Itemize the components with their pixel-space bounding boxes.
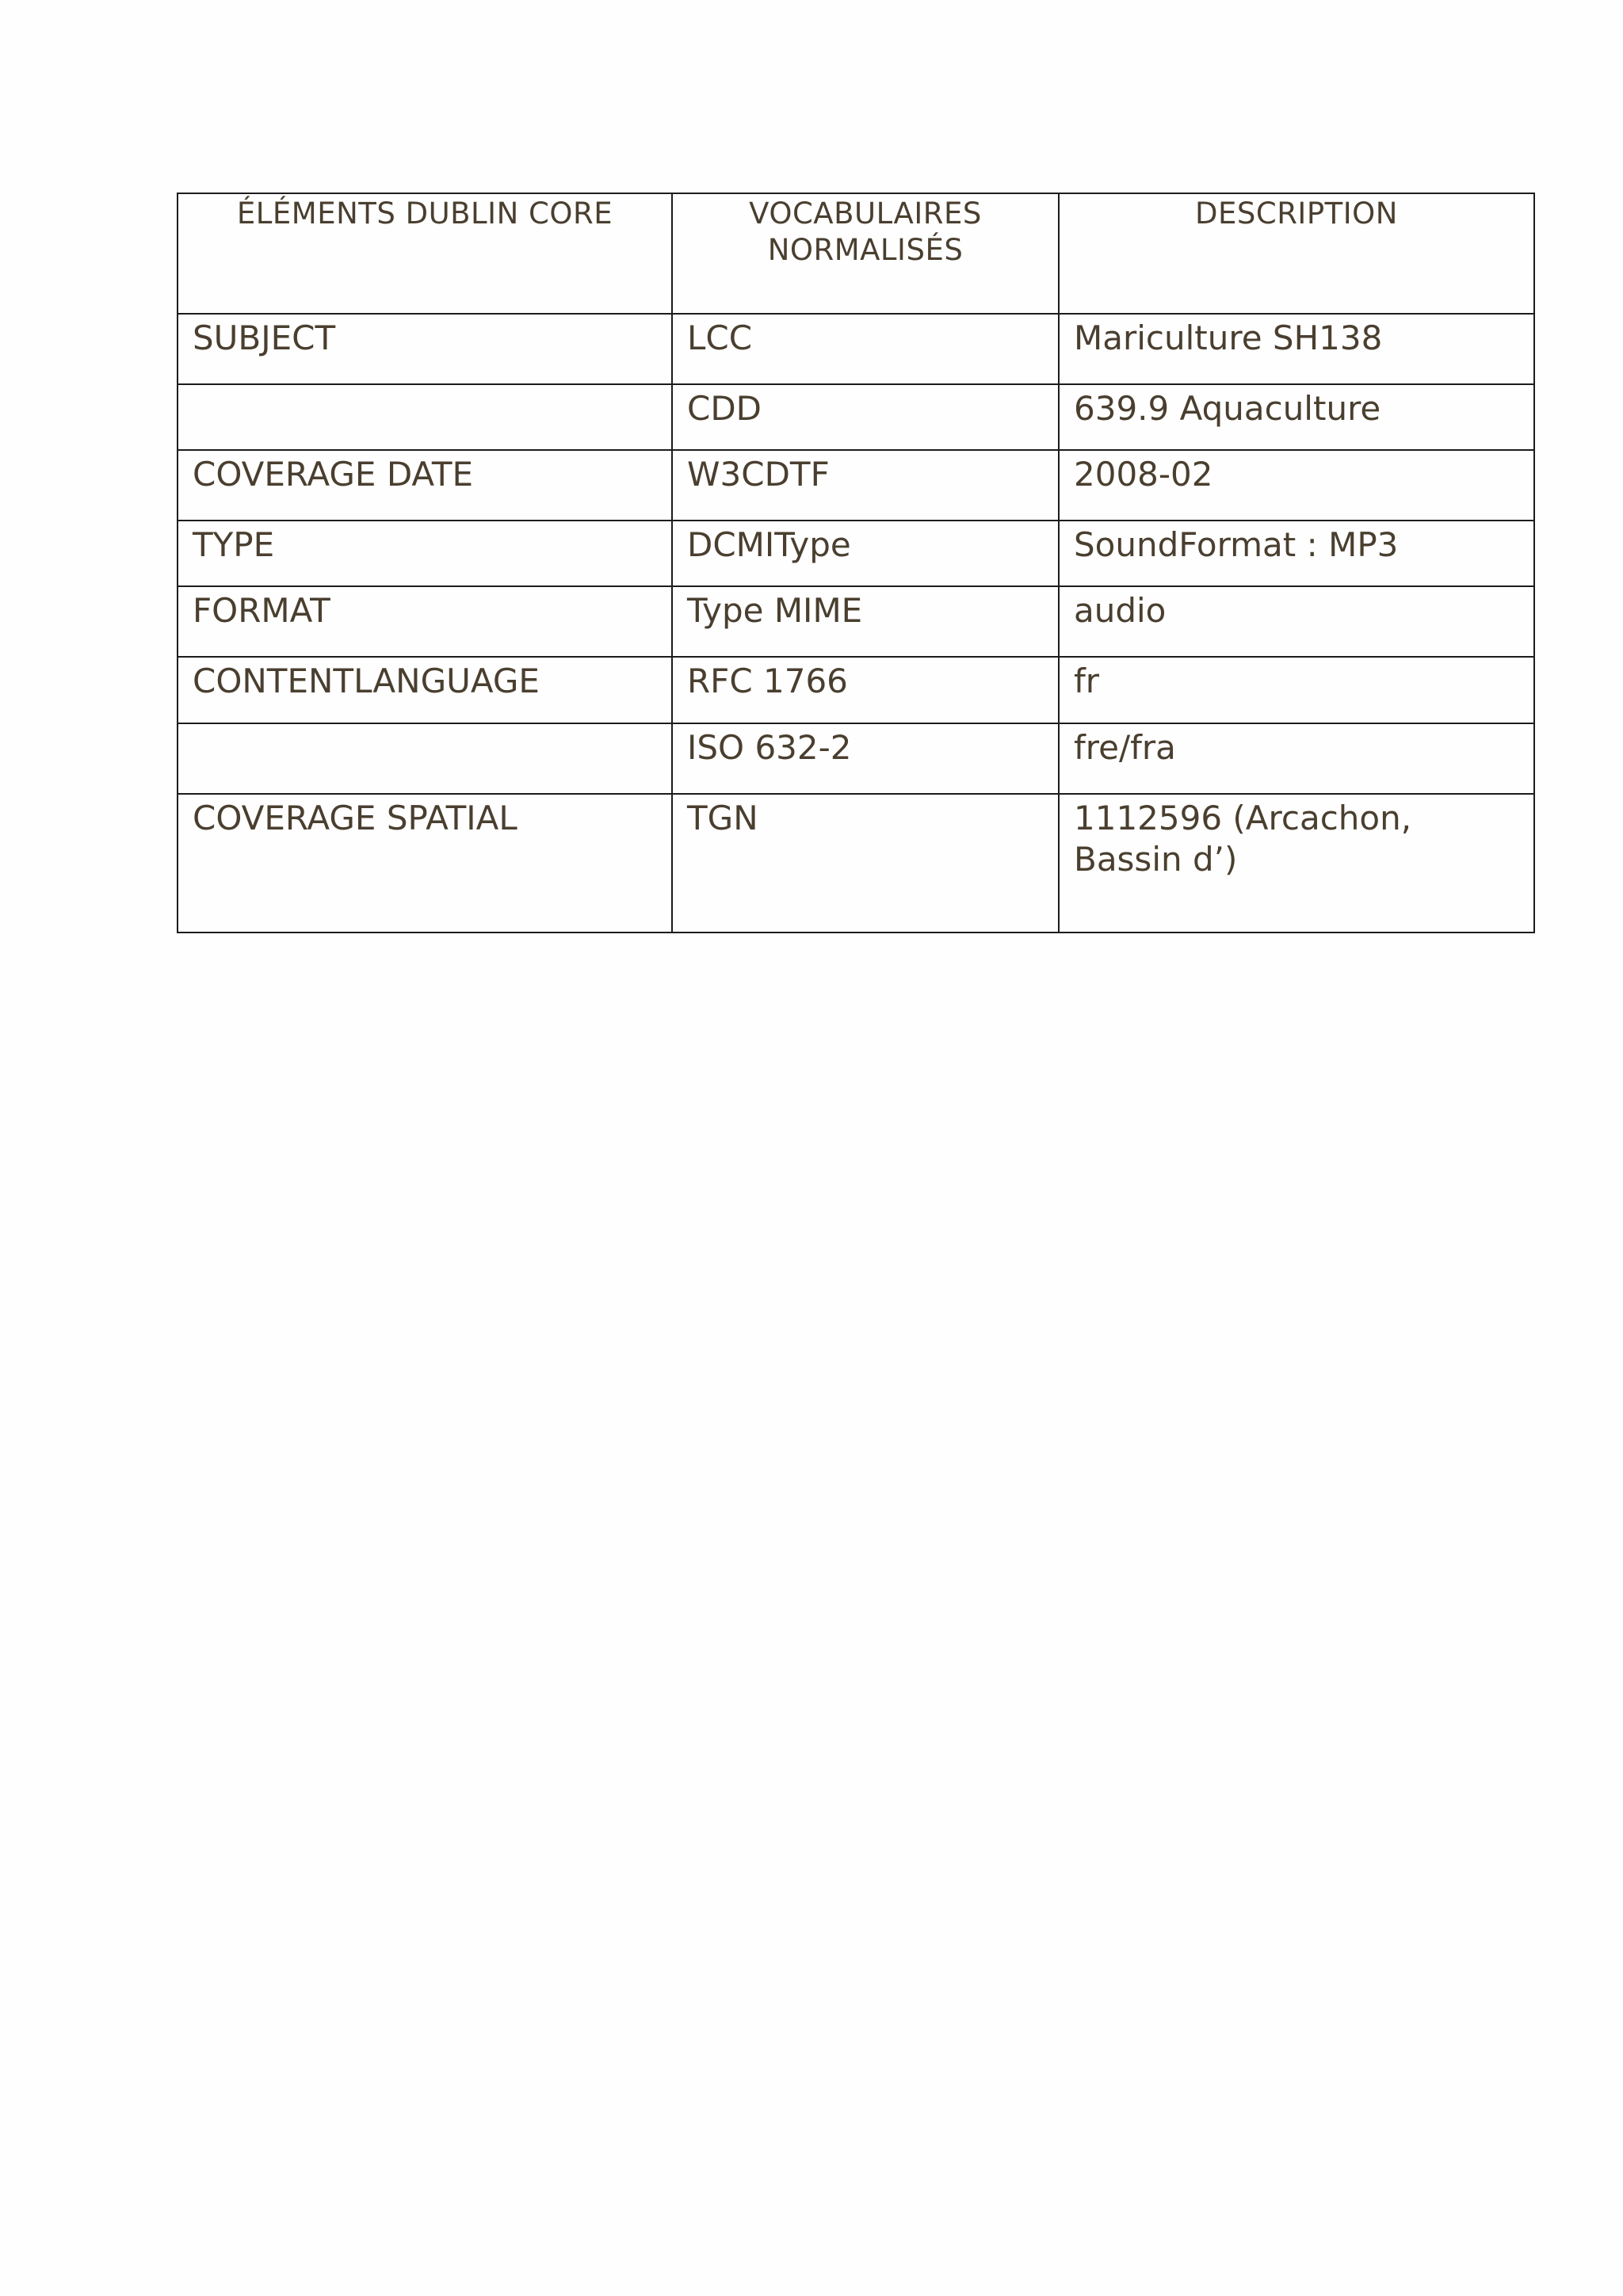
cell-vocabulary: Type MIME <box>672 586 1059 657</box>
table-header-row <box>178 193 1534 314</box>
cell-description: 639.9 Aquaculture <box>1059 384 1534 450</box>
table-row <box>178 657 1534 723</box>
table-row <box>178 314 1534 384</box>
cell-vocabulary: W3CDTF <box>672 450 1059 521</box>
cell-vocabulary: CDD <box>672 384 1059 450</box>
header-vocabularies-line2: NORMALISÉS <box>767 233 964 267</box>
header-vocabularies-line1: VOCABULAIRES <box>749 196 982 231</box>
cell-description: SoundFormat : MP3 <box>1059 521 1534 586</box>
cell-element: COVERAGE DATE <box>178 450 672 521</box>
cell-vocabulary: ISO 632-2 <box>672 723 1059 794</box>
cell-element: CONTENTLANGUAGE <box>178 657 672 723</box>
cell-vocabulary: LCC <box>672 314 1059 384</box>
header-vocabularies <box>672 193 1059 314</box>
table-row <box>178 450 1534 521</box>
cell-vocabulary: RFC 1766 <box>672 657 1059 723</box>
cell-description: 1112596 (Arcachon, Bassin d’) <box>1059 794 1534 933</box>
table-row <box>178 794 1534 933</box>
cell-description: audio <box>1059 586 1534 657</box>
cell-element: SUBJECT <box>178 314 672 384</box>
header-description: DESCRIPTION <box>1059 193 1534 314</box>
cell-element <box>178 723 672 794</box>
cell-description: Mariculture SH138 <box>1059 314 1534 384</box>
table-row <box>178 521 1534 586</box>
dublin-core-table <box>177 193 1535 933</box>
cell-description: fre/fra <box>1059 723 1534 794</box>
cell-vocabulary: DCMIType <box>672 521 1059 586</box>
header-elements: ÉLÉMENTS DUBLIN CORE <box>178 193 672 314</box>
cell-element: COVERAGE SPATIAL <box>178 794 672 933</box>
table-row <box>178 723 1534 794</box>
cell-element: TYPE <box>178 521 672 586</box>
cell-description: fr <box>1059 657 1534 723</box>
cell-element <box>178 384 672 450</box>
table-row <box>178 586 1534 657</box>
cell-vocabulary: TGN <box>672 794 1059 933</box>
table-row <box>178 384 1534 450</box>
cell-element: FORMAT <box>178 586 672 657</box>
cell-description: 2008-02 <box>1059 450 1534 521</box>
